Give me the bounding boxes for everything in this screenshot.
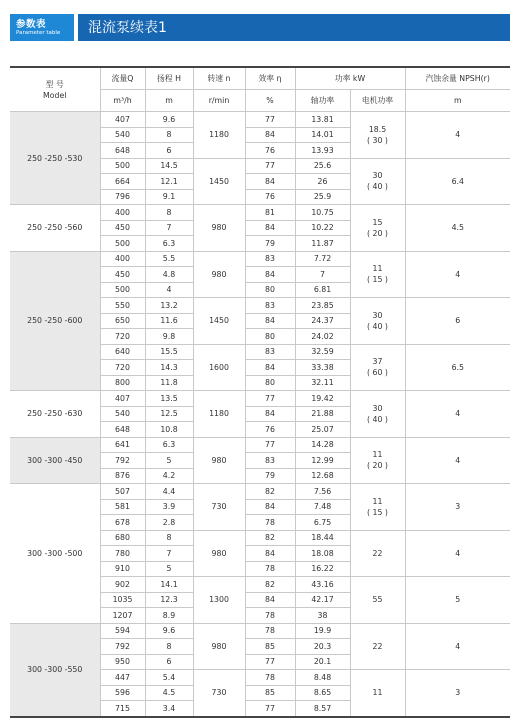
head-cell: 5: [145, 453, 193, 469]
efficiency-cell: 82: [245, 577, 295, 593]
npsh-cell: 6.5: [405, 344, 510, 391]
shaft-power-cell: 38: [295, 608, 350, 624]
flow-cell: 664: [100, 174, 145, 190]
shaft-power-cell: 7.72: [295, 251, 350, 267]
shaft-power-cell: 19.9: [295, 623, 350, 639]
efficiency-cell: 78: [245, 561, 295, 577]
head-cell: 6: [145, 143, 193, 159]
efficiency-cell: 78: [245, 670, 295, 686]
flow-cell: 950: [100, 654, 145, 670]
motor-power-cell: [350, 577, 405, 624]
shaft-power-cell: 6.81: [295, 282, 350, 298]
efficiency-cell: 84: [245, 546, 295, 562]
head-cell: 15.5: [145, 344, 193, 360]
flow-cell: 792: [100, 639, 145, 655]
motor-power-line: 30: [372, 171, 383, 181]
motor-power-cell: [350, 298, 405, 345]
flow-cell: 450: [100, 220, 145, 236]
speed-cell: 1180: [193, 391, 245, 438]
model-cell: 300 -300 -550: [10, 623, 100, 717]
shaft-power-cell: 26: [295, 174, 350, 190]
head-unit: m: [145, 90, 193, 112]
motor-power-cell: [350, 112, 405, 159]
efficiency-cell: 77: [245, 654, 295, 670]
efficiency-cell: 77: [245, 391, 295, 407]
flow-cell: 720: [100, 360, 145, 376]
efficiency-cell: 77: [245, 112, 295, 128]
motor-power-line: ( 20 ): [367, 461, 388, 471]
table-row: [10, 251, 510, 267]
flow-cell: 902: [100, 577, 145, 593]
efficiency-cell: 84: [245, 592, 295, 608]
head-cell: 2.8: [145, 515, 193, 531]
header-row-1: [10, 67, 510, 90]
efficiency-cell: 77: [245, 158, 295, 174]
head-cell: 6.3: [145, 236, 193, 252]
head-cell: 5.4: [145, 670, 193, 686]
head-cell: 9.1: [145, 189, 193, 205]
model-header: [10, 67, 100, 112]
motor-power-line: ( 20 ): [367, 228, 388, 238]
head-cell: 3.4: [145, 701, 193, 717]
flow-cell: 648: [100, 422, 145, 438]
efficiency-cell: 80: [245, 329, 295, 345]
npsh-cell: 6.4: [405, 158, 510, 205]
head-cell: 4.2: [145, 468, 193, 484]
model-cell: 250 -250 -560: [10, 205, 100, 252]
shaft-power-cell: 8.65: [295, 685, 350, 701]
efficiency-cell: 84: [245, 174, 295, 190]
shaft-power-cell: 16.22: [295, 561, 350, 577]
table-row: [10, 484, 510, 500]
motor-power-line: 18.5: [368, 124, 387, 134]
flow-cell: 407: [100, 112, 145, 128]
page-title: 混流泵续表1: [88, 20, 167, 36]
power-header: 功率 kW: [295, 67, 405, 90]
table-row: [10, 623, 510, 639]
head-cell: 7: [145, 546, 193, 562]
flow-cell: 540: [100, 127, 145, 143]
head-cell: 12.1: [145, 174, 193, 190]
efficiency-cell: 78: [245, 515, 295, 531]
motor-power-line: ( 15 ): [367, 275, 388, 285]
efficiency-cell: 84: [245, 313, 295, 329]
shaft-power-cell: 18.44: [295, 530, 350, 546]
npsh-cell: 4: [405, 251, 510, 298]
efficiency-cell: 79: [245, 468, 295, 484]
shaft-power-cell: 6.75: [295, 515, 350, 531]
shaft-power-cell: 25.9: [295, 189, 350, 205]
shaft-power-cell: 42.17: [295, 592, 350, 608]
speed-cell: 730: [193, 484, 245, 531]
npsh-cell: 4: [405, 437, 510, 484]
motor-power-line: 15: [372, 217, 383, 227]
flow-cell: 540: [100, 406, 145, 422]
npsh-cell: 5: [405, 577, 510, 624]
motor-power-line: 11: [372, 496, 383, 506]
flow-cell: 910: [100, 561, 145, 577]
flow-cell: 400: [100, 251, 145, 267]
flow-cell: 650: [100, 313, 145, 329]
flow-cell: 507: [100, 484, 145, 500]
efficiency-cell: 77: [245, 437, 295, 453]
motor-power-line: 37: [372, 357, 383, 367]
shaft-power-cell: 24.37: [295, 313, 350, 329]
flow-header: 流量Q: [100, 67, 145, 90]
efficiency-cell: 76: [245, 143, 295, 159]
shaft-power-cell: 25.6: [295, 158, 350, 174]
shaft-power-cell: 11.87: [295, 236, 350, 252]
head-cell: 13.2: [145, 298, 193, 314]
speed-cell: 980: [193, 623, 245, 670]
flow-cell: 550: [100, 298, 145, 314]
npsh-cell: 6: [405, 298, 510, 345]
head-cell: 12.5: [145, 406, 193, 422]
motor-power-line: ( 30 ): [367, 135, 388, 145]
efficiency-cell: 84: [245, 360, 295, 376]
speed-cell: 980: [193, 205, 245, 252]
efficiency-cell: 85: [245, 685, 295, 701]
head-header: 扬程 H: [145, 67, 193, 90]
npsh-cell: 4.5: [405, 205, 510, 252]
head-cell: 8: [145, 205, 193, 221]
motor-power-line: 11: [372, 264, 383, 274]
efficiency-unit: %: [245, 90, 295, 112]
head-cell: 8: [145, 127, 193, 143]
head-cell: 14.5: [145, 158, 193, 174]
shaft-power-cell: 8.48: [295, 670, 350, 686]
motor-power-line: 11: [372, 450, 383, 460]
motor-power-line: ( 40 ): [367, 321, 388, 331]
efficiency-cell: 76: [245, 422, 295, 438]
shaft-power-cell: 7: [295, 267, 350, 283]
efficiency-cell: 84: [245, 267, 295, 283]
motor-power-line: ( 40 ): [367, 414, 388, 424]
motor-power-cell: [350, 670, 405, 717]
flow-cell: 796: [100, 189, 145, 205]
head-cell: 5.5: [145, 251, 193, 267]
head-cell: 13.5: [145, 391, 193, 407]
flow-cell: 640: [100, 344, 145, 360]
head-cell: 6: [145, 654, 193, 670]
flow-cell: 720: [100, 329, 145, 345]
efficiency-cell: 83: [245, 298, 295, 314]
shaft-power-cell: 18.08: [295, 546, 350, 562]
speed-cell: 1450: [193, 298, 245, 345]
speed-cell: 1600: [193, 344, 245, 391]
motor-power-cell: [350, 344, 405, 391]
speed-unit: r/min: [193, 90, 245, 112]
speed-cell: 730: [193, 670, 245, 717]
shaft-power-cell: 20.1: [295, 654, 350, 670]
model-cell: 300 -300 -450: [10, 437, 100, 484]
flow-cell: 407: [100, 391, 145, 407]
flow-cell: 800: [100, 375, 145, 391]
efficiency-cell: 84: [245, 406, 295, 422]
motor-power-line: ( 15 ): [367, 507, 388, 517]
head-cell: 4.8: [145, 267, 193, 283]
shaft-power-cell: 13.81: [295, 112, 350, 128]
efficiency-cell: 80: [245, 375, 295, 391]
head-cell: 8: [145, 639, 193, 655]
npsh-cell: 4: [405, 112, 510, 159]
efficiency-cell: 76: [245, 189, 295, 205]
motor-power-header: 电机功率: [350, 90, 405, 112]
table-row: [10, 391, 510, 407]
motor-power-cell: [350, 158, 405, 205]
speed-cell: 1180: [193, 112, 245, 159]
shaft-power-cell: 21.88: [295, 406, 350, 422]
speed-cell: 980: [193, 251, 245, 298]
shaft-power-cell: 12.99: [295, 453, 350, 469]
flow-cell: 581: [100, 499, 145, 515]
motor-power-line: 11: [372, 688, 383, 698]
shaft-power-cell: 8.57: [295, 701, 350, 717]
shaft-power-cell: 12.68: [295, 468, 350, 484]
head-cell: 6.3: [145, 437, 193, 453]
flow-cell: 780: [100, 546, 145, 562]
motor-power-line: 22: [372, 641, 383, 651]
efficiency-cell: 81: [245, 205, 295, 221]
efficiency-cell: 77: [245, 701, 295, 717]
flow-cell: 648: [100, 143, 145, 159]
head-cell: 4.4: [145, 484, 193, 500]
head-cell: 10.8: [145, 422, 193, 438]
model-header-en: Model: [43, 90, 67, 100]
shaft-power-cell: 32.11: [295, 375, 350, 391]
shaft-power-cell: 33.38: [295, 360, 350, 376]
table-body: [10, 112, 510, 717]
head-cell: 9.6: [145, 623, 193, 639]
speed-cell: 1450: [193, 158, 245, 205]
motor-power-cell: [350, 530, 405, 577]
motor-power-line: 30: [372, 403, 383, 413]
flow-cell: 596: [100, 685, 145, 701]
npsh-cell: 4: [405, 530, 510, 577]
flow-cell: 500: [100, 282, 145, 298]
head-cell: 7: [145, 220, 193, 236]
motor-power-line: 30: [372, 310, 383, 320]
motor-power-cell: [350, 251, 405, 298]
motor-power-cell: [350, 205, 405, 252]
efficiency-cell: 80: [245, 282, 295, 298]
motor-power-line: 22: [372, 548, 383, 558]
title-bar: [78, 14, 510, 41]
motor-power-line: ( 60 ): [367, 368, 388, 378]
efficiency-cell: 82: [245, 530, 295, 546]
flow-cell: 500: [100, 158, 145, 174]
flow-cell: 641: [100, 437, 145, 453]
flow-cell: 715: [100, 701, 145, 717]
efficiency-cell: 84: [245, 499, 295, 515]
shaft-power-cell: 19.42: [295, 391, 350, 407]
efficiency-cell: 78: [245, 608, 295, 624]
efficiency-cell: 78: [245, 623, 295, 639]
npsh-unit: m: [405, 90, 510, 112]
flow-cell: 400: [100, 205, 145, 221]
shaft-power-cell: 14.28: [295, 437, 350, 453]
flow-cell: 678: [100, 515, 145, 531]
efficiency-cell: 82: [245, 484, 295, 500]
model-cell: 250 -250 -530: [10, 112, 100, 205]
efficiency-cell: 84: [245, 127, 295, 143]
motor-power-line: ( 40 ): [367, 182, 388, 192]
table-row: [10, 112, 510, 128]
speed-header: 转速 n: [193, 67, 245, 90]
head-cell: 14.3: [145, 360, 193, 376]
shaft-power-header: 轴功率: [295, 90, 350, 112]
shaft-power-cell: 13.93: [295, 143, 350, 159]
motor-power-line: 55: [372, 595, 383, 605]
head-cell: 3.9: [145, 499, 193, 515]
head-cell: 4.5: [145, 685, 193, 701]
flow-cell: 500: [100, 236, 145, 252]
shaft-power-cell: 10.22: [295, 220, 350, 236]
speed-cell: 980: [193, 530, 245, 577]
model-cell: 250 -250 -630: [10, 391, 100, 438]
flow-cell: 1035: [100, 592, 145, 608]
head-cell: 5: [145, 561, 193, 577]
npsh-cell: 4: [405, 391, 510, 438]
motor-power-cell: [350, 623, 405, 670]
head-cell: 8: [145, 530, 193, 546]
efficiency-cell: 83: [245, 344, 295, 360]
efficiency-header: 效率 η: [245, 67, 295, 90]
shaft-power-cell: 24.02: [295, 329, 350, 345]
speed-cell: 980: [193, 437, 245, 484]
npsh-cell: 3: [405, 484, 510, 531]
efficiency-cell: 83: [245, 251, 295, 267]
shaft-power-cell: 20.3: [295, 639, 350, 655]
model-cell: 300 -300 -500: [10, 484, 100, 624]
shaft-power-cell: 7.48: [295, 499, 350, 515]
model-cell: 250 -250 -600: [10, 251, 100, 391]
table-row: [10, 437, 510, 453]
efficiency-cell: 84: [245, 220, 295, 236]
shaft-power-cell: 10.75: [295, 205, 350, 221]
head-cell: 11.8: [145, 375, 193, 391]
flow-cell: 594: [100, 623, 145, 639]
head-cell: 11.6: [145, 313, 193, 329]
motor-power-cell: [350, 484, 405, 531]
npsh-cell: 4: [405, 623, 510, 670]
parameter-table: [10, 66, 510, 718]
motor-power-cell: [350, 437, 405, 484]
npsh-cell: 3: [405, 670, 510, 717]
head-cell: 4: [145, 282, 193, 298]
flow-cell: 792: [100, 453, 145, 469]
flow-cell: 450: [100, 267, 145, 283]
head-cell: 9.8: [145, 329, 193, 345]
shaft-power-cell: 43.16: [295, 577, 350, 593]
head-cell: 12.3: [145, 592, 193, 608]
badge-title: 参数表: [16, 19, 47, 30]
table-row: [10, 205, 510, 221]
head-cell: 9.6: [145, 112, 193, 128]
flow-cell: 876: [100, 468, 145, 484]
efficiency-cell: 85: [245, 639, 295, 655]
shaft-power-cell: 25.07: [295, 422, 350, 438]
head-cell: 14.1: [145, 577, 193, 593]
flow-cell: 680: [100, 530, 145, 546]
flow-cell: 447: [100, 670, 145, 686]
parameter-table-badge: [10, 14, 74, 41]
model-header-cn: 型 号: [45, 79, 64, 89]
head-cell: 8.9: [145, 608, 193, 624]
flow-unit: m³/h: [100, 90, 145, 112]
flow-cell: 1207: [100, 608, 145, 624]
motor-power-cell: [350, 391, 405, 438]
efficiency-cell: 79: [245, 236, 295, 252]
shaft-power-cell: 7.56: [295, 484, 350, 500]
speed-cell: 1300: [193, 577, 245, 624]
npsh-header: 汽蚀余量 NPSH(r): [405, 67, 510, 90]
shaft-power-cell: 23.85: [295, 298, 350, 314]
badge-subtitle: Parameter table: [16, 30, 61, 36]
efficiency-cell: 83: [245, 453, 295, 469]
page-header: [0, 0, 519, 60]
shaft-power-cell: 32.59: [295, 344, 350, 360]
shaft-power-cell: 14.01: [295, 127, 350, 143]
